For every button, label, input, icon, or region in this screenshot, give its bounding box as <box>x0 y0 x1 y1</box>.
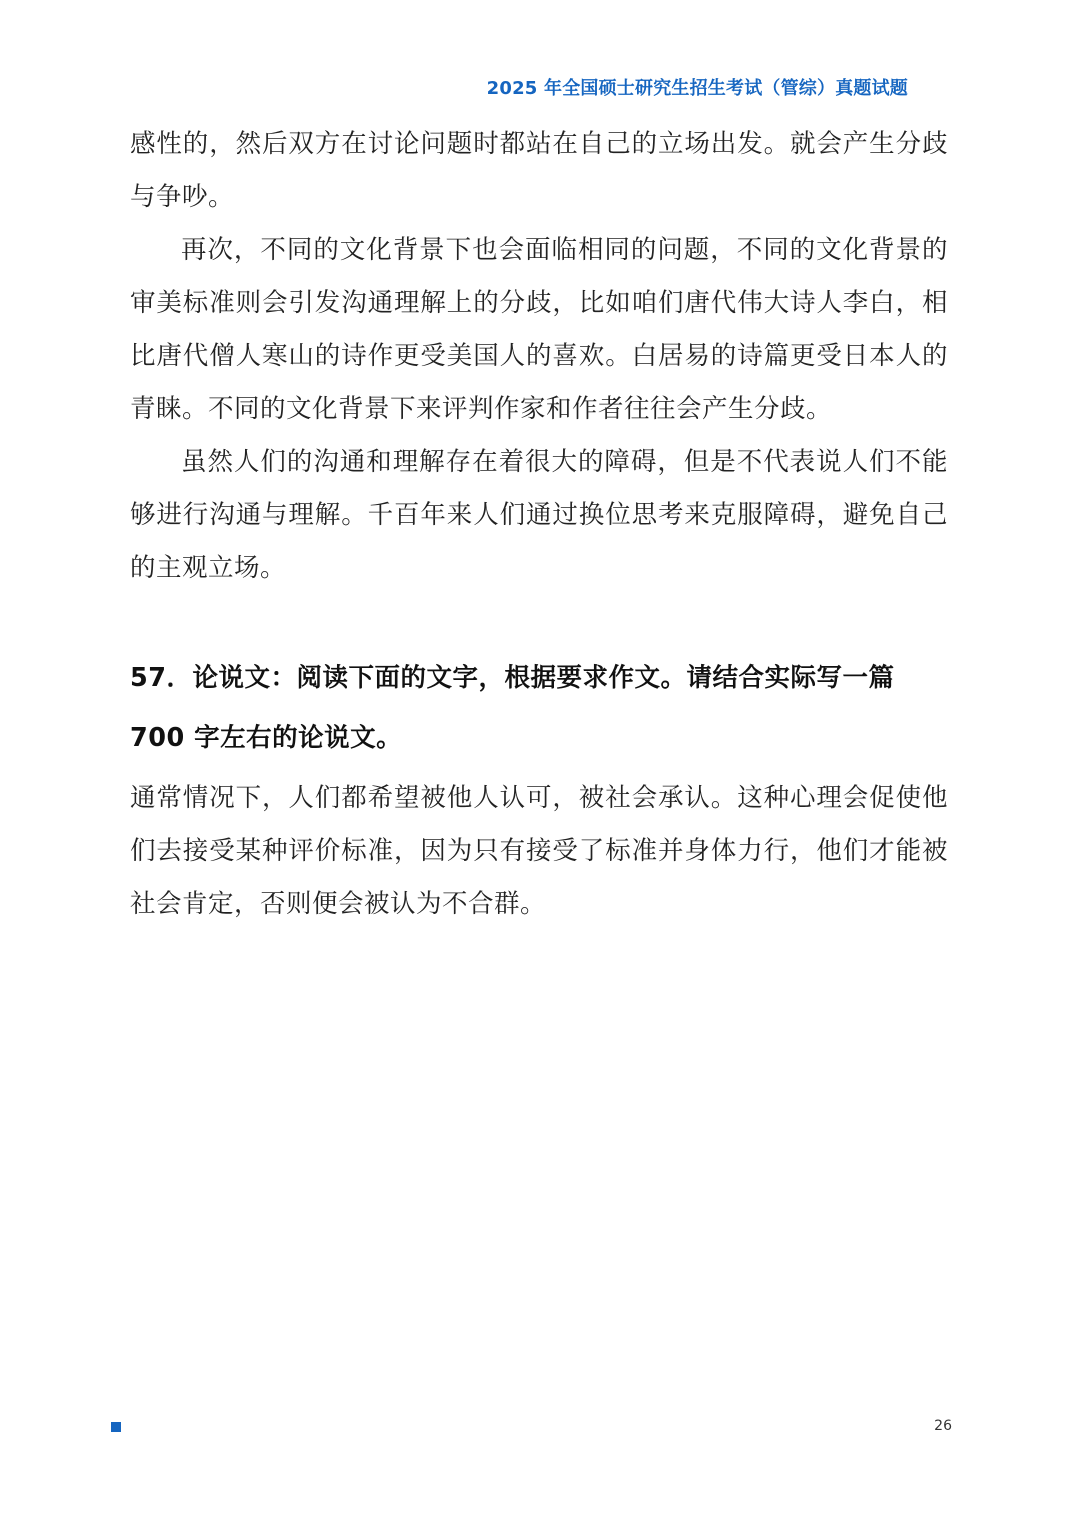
paragraph-cultural-background: 再次，不同的文化背景下也会面临相同的问题，不同的文化背景的审美标准则会引发沟通理解上的分歧，比如咱们唐代伟大诗人李白，相比唐代僧人寒山的诗作更受美国人的喜欢。白居易的诗篇更受日本人的青睐。不同的文化背景下来评判作家和作者往往会产生分歧。 <box>130 235 948 424</box>
page-content <box>130 118 948 931</box>
footer-square-icon <box>111 1422 121 1432</box>
page-header-title: 2025 年全国硕士研究生招生考试（管综）真题试题 <box>486 78 908 99</box>
paragraph-continuation: 感性的，然后双方在讨论问题时都站在自己的立场出发。就会产生分歧与争吵。 <box>130 129 948 212</box>
paragraph-overcoming-barriers: 虽然人们的沟通和理解存在着很大的障碍，但是不代表说人们不能够进行沟通与理解。千百年来人们通过换位思考来克服障碍，避免自己的主观立场。 <box>130 447 948 583</box>
page-number: 26 <box>934 1418 952 1434</box>
question-57-heading: 57．论说文：阅读下面的文字，根据要求作文。请结合实际写一篇 700 字左右的论说文。 <box>130 663 895 753</box>
essay-prompt-text: 通常情况下，人们都希望被他人认可，被社会承认。这种心理会促使他们去接受某种评价标准，因为只有接受了标准并身体力行，他们才能被社会肯定，否则便会被认为不合群。 <box>130 783 948 919</box>
